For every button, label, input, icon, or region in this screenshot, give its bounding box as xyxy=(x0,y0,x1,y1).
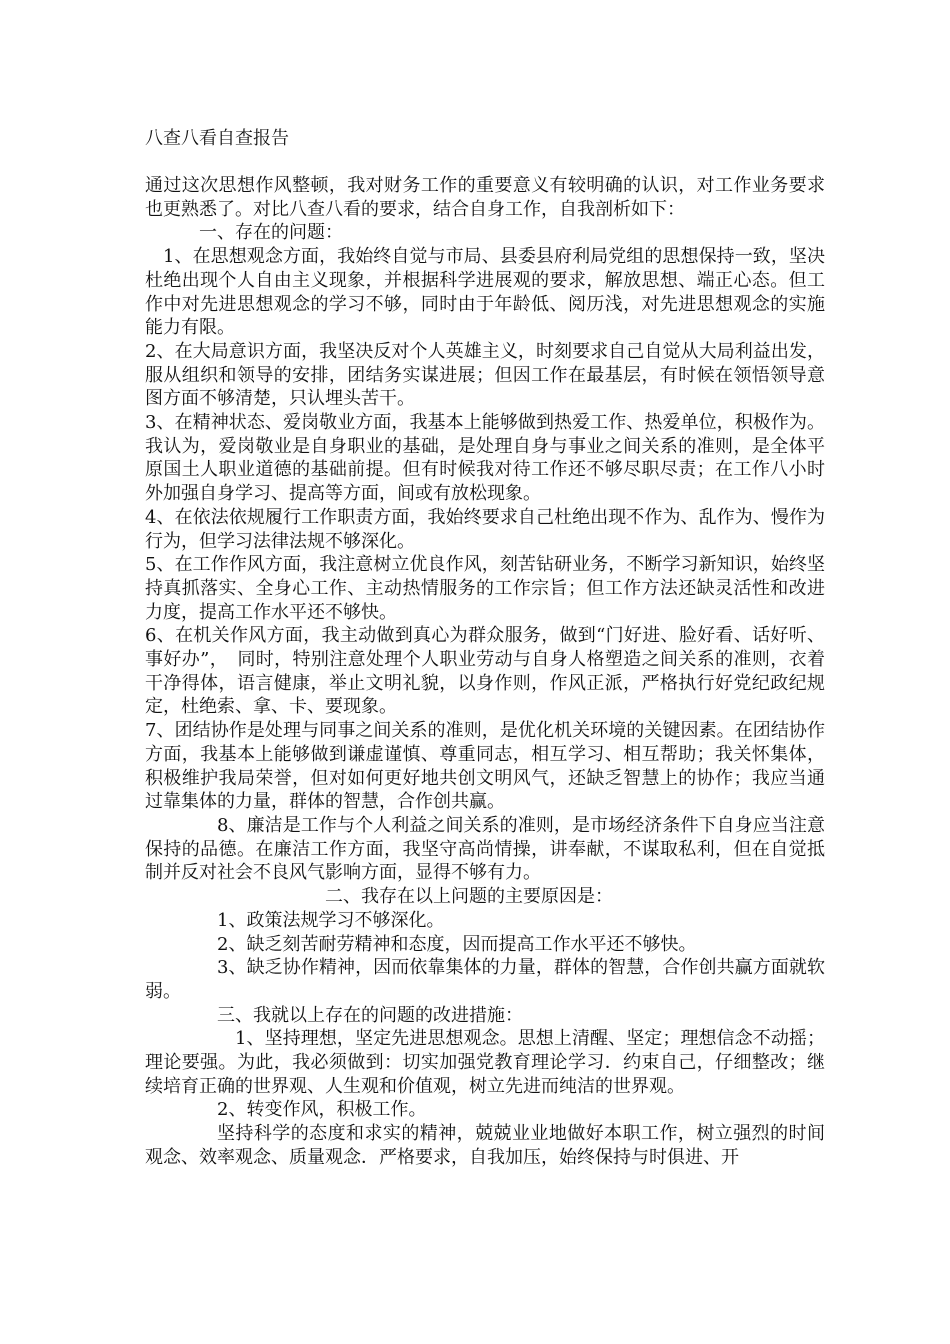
paragraph-item-5: 5、在工作作风方面，我注意树立优良作风，刻苦钻研业务，不断学习新知识，始终坚持真抓落实、全身心工作、主动热情服务的工作宗旨；但工作方法还缺灵活性和改进力度，提高工作水平还不够快。 xyxy=(145,554,825,623)
paragraph-intro: 通过这次思想作风整顿，我对财务工作的重要意义有较明确的认识，对工作业务要求也更熟悉了。对比八查八看的要求，结合自身工作，自我剖析如下： xyxy=(145,175,825,220)
cause-item-3: 3、缺乏协作精神，因而依靠集体的力量，群体的智慧，合作创共赢方面就软弱。 xyxy=(145,957,825,1002)
document-body xyxy=(145,174,825,1170)
paragraph-item-2: 2、在大局意识方面，我坚决反对个人英雄主义，时刻要求自己自觉从大局利益出发，服从组织和领导的安排，团结务实谋进展；但因工作在最基层，有时候在领悟领导意图方面不够清楚，只认埋头苦干。 xyxy=(145,340,825,410)
cause-item-1: 1、政策法规学习不够深化。 xyxy=(217,909,445,931)
document-title: 八查八看自查报告 xyxy=(145,128,289,149)
measure-paragraph: 坚持科学的态度和求实的精神，兢兢业业地做好本职工作，树立强烈的时间观念、效率观念、质量观念．严格要求，自我加压，始终保持与时俱进、开 xyxy=(145,1123,825,1168)
section-heading-measures: 三、我就以上存在的问题的改进措施： xyxy=(217,1004,523,1026)
paragraph-item-7: 7、团结协作是处理与同事之间关系的准则，是优化机关环境的关键因素。在团结协作方面，我基本上能够做到谦虚谨慎、尊重同志，相互学习、相互帮助；我关怀集体，积极维护我局荣誉，但对如何更好地共创文明风气，还缺乏智慧上的协作；我应当通过靠集体的力量，群体的智慧，合作创共赢。 xyxy=(145,720,825,813)
paragraph-item-4: 4、在依法依规履行工作职责方面，我始终要求自己杜绝出现不作为、乱作为、慢作为行为，但学习法律法规不够深化。 xyxy=(145,506,825,552)
paragraph-item-1: 1、在思想观念方面，我始终自觉与市局、县委县府利局党组的思想保持一致，坚决杜绝出现个人自由主义现象，并根据科学进展观的要求，解放思想、端正心态。但工作中对先进思想观念的学习不够，同时由于年龄低、阅历浅，对先进思想观念的实施能力有限。 xyxy=(145,246,825,339)
measure-item-1: 1、坚持理想，坚定先进思想观念。思想上清醒、坚定；理想信念不动摇；理论要强。为此，我必须做到：切实加强党教育理论学习．约束自己，仔细整改；继续培育正确的世界观、人生观和价值观，树立先进而纯洁的世界观。 xyxy=(145,1028,825,1097)
paragraph-item-3: 3、在精神状态、爱岗敬业方面，我基本上能够做到热爱工作、热爱单位，积极作为。我认为，爱岗敬业是自身职业的基础，是处理自身与事业之间关系的准则，是全体平原国土人职业道德的基础前提。但有时候我对待工作还不够尽职尽责；在工作八小时外加强自身学习、提高等方面，间或有放松现象。 xyxy=(145,412,825,505)
section-heading-problems: 一、存在的问题： xyxy=(199,222,343,244)
paragraph-item-8: 8、廉洁是工作与个人利益之间关系的准则，是市场经济条件下自身应当注意保持的品德。在廉洁工作方面，我坚守高尚情操，讲奉献，不谋取私利，但在自觉抵制并反对社会不良风气影响方面，显得不够有力。 xyxy=(145,814,825,884)
measure-item-2: 2、转变作风，积极工作。 xyxy=(217,1099,427,1121)
section-heading-causes: 二、我存在以上问题的主要原因是： xyxy=(325,886,613,908)
cause-item-2: 2、缺乏刻苦耐劳精神和态度，因而提高工作水平还不够快。 xyxy=(217,933,697,955)
paragraph-item-6: 6、在机关作风方面，我主动做到真心为群众服务，做到“门好进、脸好看、话好听、事好办”， 同时，特别注意处理个人职业劳动与自身人格塑造之间关系的准则，衣着干净得体，语言健康，举止文明礼貌，以身作则，作风正派，严格执行好党纪政纪规定，杜绝索、拿、卡、要现象。 xyxy=(145,625,825,718)
